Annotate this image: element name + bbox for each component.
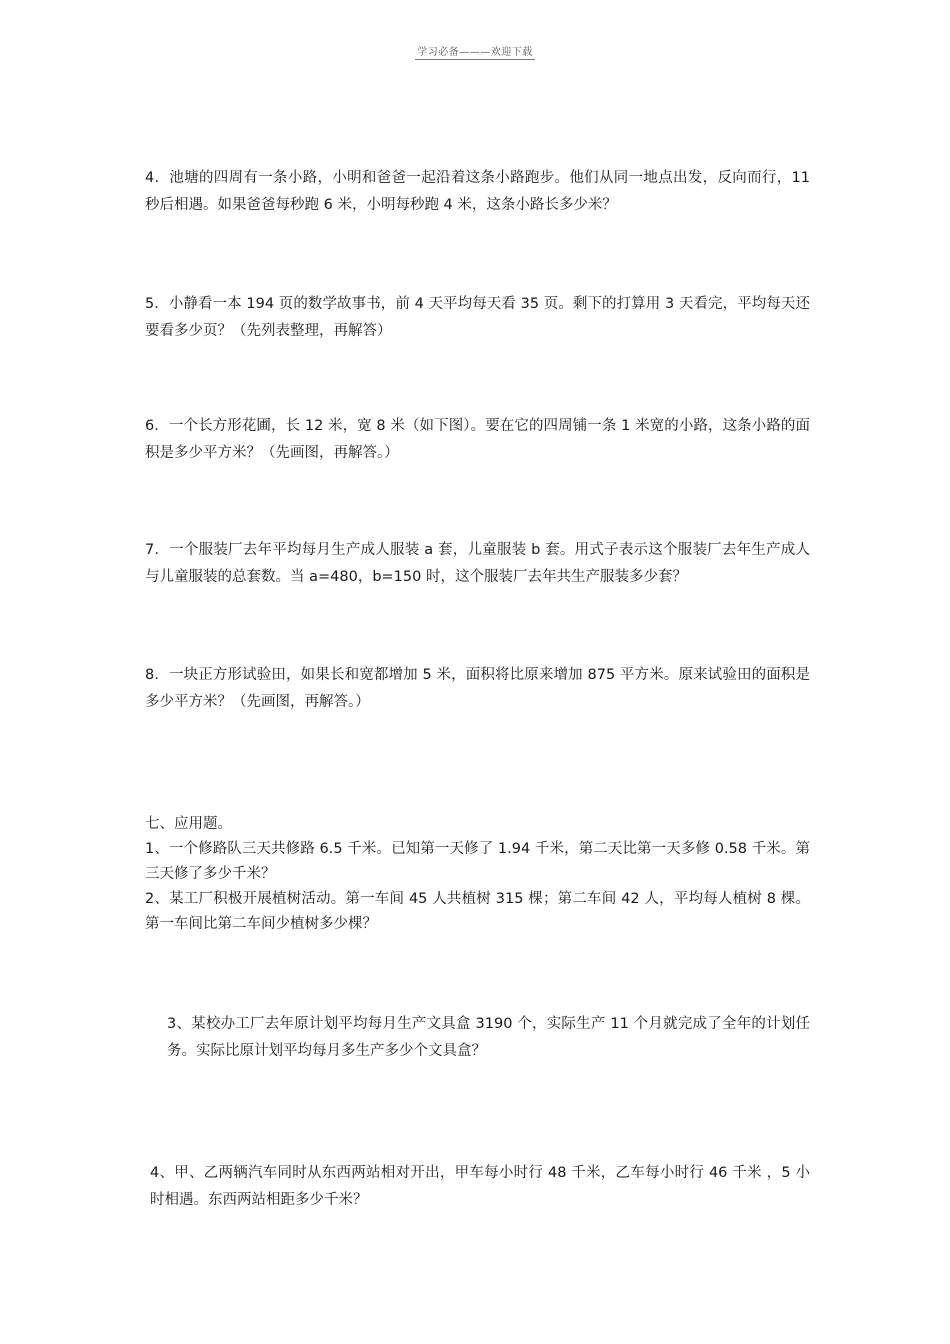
application-problem-1: 1、一个修路队三天共修路 6.5 千米。已知第一天修了 1.94 千米，第二天比第一天多修 0.58 千米。第三天修了多少千米？ xyxy=(145,841,810,882)
application-problem-4: 4、甲、乙两辆汽车同时从东西两站相对开出，甲车每小时行 48 千米，乙车每小时行 46 千米 ，5 小时相遇。东西两站相距多少千米？ xyxy=(150,1165,810,1208)
section-title: 七、应用题。 xyxy=(145,816,232,832)
problem-4: 4．池塘的四周有一条小路，小明和爸爸一起沿着这条小路跑步。他们从同一地点出发，反向而行，11 秒后相遇。如果爸爸每秒跑 6 米，小明每秒跑 4 米，这条小路长多少米？ xyxy=(145,170,810,213)
problem-7: 7．一个服装厂去年平均每月生产成人服装 a 套，儿童服装 b 套。用式子表示这个服装厂去年生产成人与儿童服装的总套数。当 a=480，b=150 时，这个服装厂去年共生产服装多少套？ xyxy=(145,542,810,585)
application-problem-3: 3、某校办工厂去年原计划平均每月生产文具盒 3190 个，实际生产 11 个月就完成了全年的计划任务。实际比原计划平均每月多生产多少个文具盒？ xyxy=(167,1016,810,1059)
problem-8: 8．一块正方形试验田，如果长和宽都增加 5 米，面积将比原来增加 875 平方米。原来试验田的面积是多少平方米？（先画图，再解答。） xyxy=(145,667,810,710)
page-header xyxy=(0,47,950,60)
problem-5: 5．小静看一本 194 页的数学故事书，前 4 天平均每天看 35 页。剩下的打算用 3 天看完，平均每天还要看多少页？（先列表整理，再解答） xyxy=(145,296,810,339)
header-text: 学习必备———欢迎下载 xyxy=(417,47,533,58)
application-problem-2: 2、某工厂积极开展植树活动。第一车间 45 人共植树 315 棵；第二车间 42 人，平均每人植树 8 棵。第一车间比第二车间少植树多少棵？ xyxy=(145,891,810,932)
problem-6: 6．一个长方形花圃，长 12 米，宽 8 米（如下图）。要在它的四周铺一条 1 米宽的小路，这条小路的面积是多少平方米？（先画图，再解答。） xyxy=(145,418,810,461)
